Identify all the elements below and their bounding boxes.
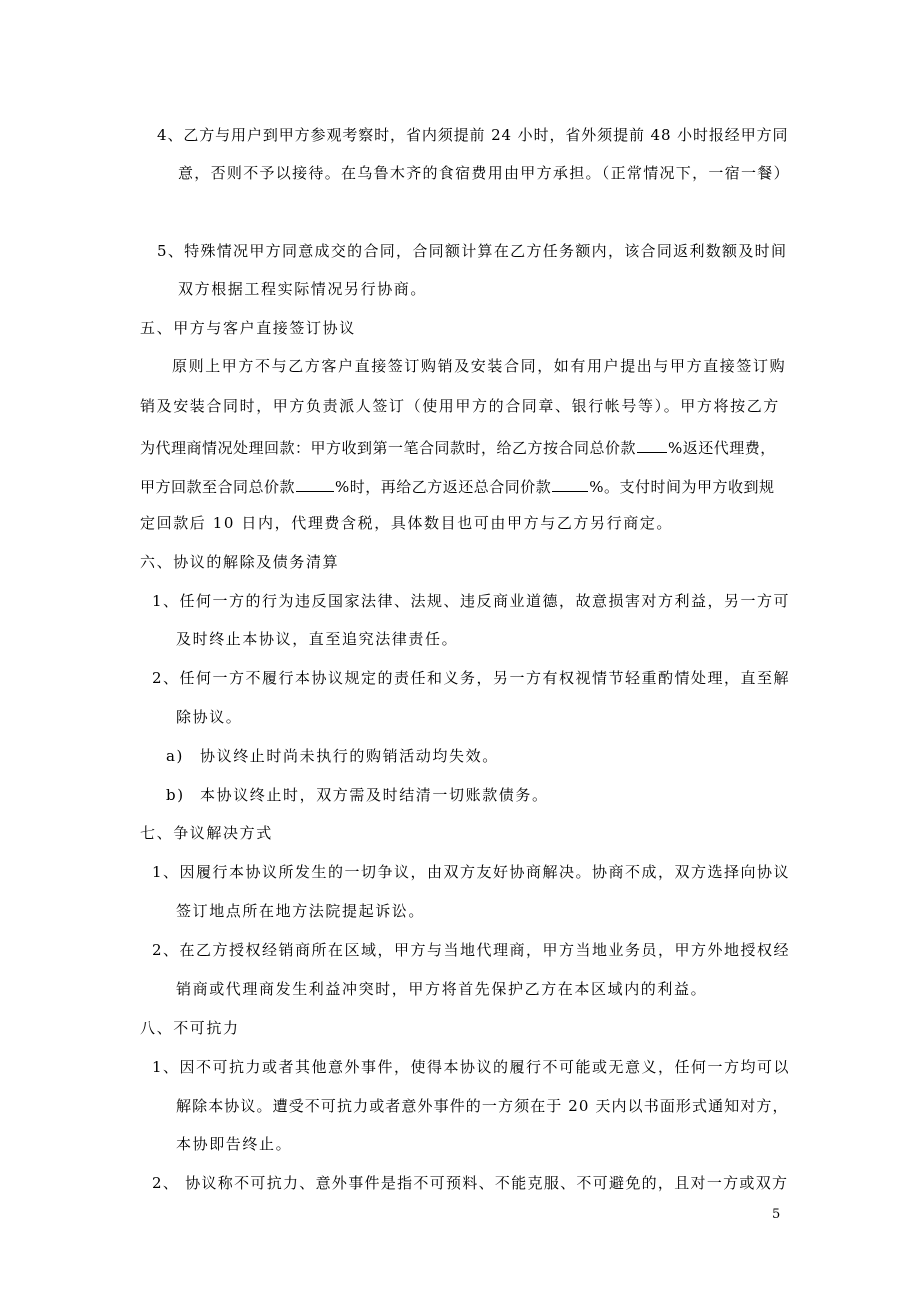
section-6-sub-b-text: 本协议终止时，双方需及时结清一切账款债务。 — [200, 786, 549, 804]
section-5-line-4-text-b: %时，再给乙方返还总合同价款 — [335, 478, 552, 496]
fill-in-blank — [296, 477, 334, 492]
section-5-paragraph-line-4 — [140, 477, 775, 495]
section-6-item-1-line-1: 1、任何一方的行为违反国家法律、法规、违反商业道德，故意损害对方利益，另一方可 — [152, 592, 791, 610]
section-7-item-2-line-1: 2、在乙方授权经销商所在区域，甲方与当地代理商，甲方当地业务员，甲方外地授权经 — [152, 941, 791, 959]
section-5-paragraph-line-3 — [140, 438, 776, 456]
section-8-item-1-line-2: 解除本协议。遭受不可抗力或者意外事件的一方须在于 20 天内以书面形式通知对方， — [176, 1097, 789, 1115]
section-6-item-2-line-1: 2、任何一方不履行本协议规定的责任和义务，另一方有权视情节轻重酌情处理，直至解 — [152, 669, 791, 687]
section-6-heading: 六、协议的解除及债务清算 — [140, 553, 340, 571]
section-5-heading: 五、甲方与客户直接签订协议 — [140, 319, 356, 337]
section-5-paragraph-line-1: 原则上甲方不与乙方客户直接签订购销及安装合同，如有用户提出与甲方直接签订购 — [172, 357, 787, 375]
section-6-sub-b-marker: b) — [166, 786, 185, 804]
page-number: 5 — [772, 1207, 781, 1222]
section-8-heading: 八、不可抗力 — [140, 1019, 240, 1037]
item-4-line-2: 意，否则不予以接待。在乌鲁木齐的食宿费用由甲方承担。（正常情况下，一宿一餐） — [178, 164, 790, 182]
section-7-item-2-line-2: 销商或代理商发生利益冲突时，甲方将首先保护乙方在本区域内的利益。 — [176, 980, 708, 998]
section-7-heading: 七、争议解决方式 — [140, 824, 273, 842]
section-5-paragraph-line-2: 销及安装合同时，甲方负责派人签订（使用甲方的合同章、银行帐号等）。甲方将按乙方 — [140, 397, 780, 415]
section-5-line-4-text-c: %。支付时间为甲方收到规 — [589, 478, 775, 496]
section-8-item-1-line-3: 本协即告终止。 — [176, 1135, 293, 1153]
section-6-sub-a-text: 协议终止时尚未执行的购销活动均失效。 — [200, 747, 499, 765]
section-6-item-2-line-2: 除协议。 — [176, 708, 243, 726]
section-8-item-2-line-1: 2、 协议称不可抗力、意外事件是指不可预料、不能克服、不可避免的，且对一方或双方 — [152, 1174, 789, 1192]
section-5-line-4-text-a: 甲方回款至合同总价款 — [140, 478, 296, 496]
section-7-item-1-line-2: 签订地点所在地方法院提起诉讼。 — [176, 902, 426, 920]
section-5-paragraph-line-5: 定回款后 10 日内，代理费含税，具体数目也可由甲方与乙方另行商定。 — [140, 514, 674, 532]
section-7-item-1-line-1: 1、因履行本协议所发生的一切争议，由双方友好协商解决。协商不成，双方选择向协议 — [152, 863, 791, 881]
fill-in-blank — [552, 477, 588, 492]
item-5-line-2: 双方根据工程实际情况另行协商。 — [178, 280, 428, 298]
section-6-item-1-line-2: 及时终止本协议，直至追究法律责任。 — [176, 630, 459, 648]
section-6-sub-a-marker: a) — [166, 747, 184, 765]
section-5-line-3-text-b: %返还代理费， — [668, 439, 776, 457]
fill-in-blank — [637, 438, 667, 453]
item-4-line-1: 4、乙方与用户到甲方参观考察时，省内须提前 24 小时，省外须提前 48 小时报经甲方同 — [157, 126, 789, 144]
item-5-line-1: 5、特殊情况甲方同意成交的合同，合同额计算在乙方任务额内，该合同返利数额及时间 — [157, 242, 788, 260]
section-8-item-1-line-1: 1、因不可抗力或者其他意外事件，使得本协议的履行不可能或无意义，任何一方均可以 — [152, 1058, 791, 1076]
section-5-line-3-text-a: 为代理商情况处理回款：甲方收到第一笔合同款时，给乙方按合同总价款 — [140, 439, 637, 457]
